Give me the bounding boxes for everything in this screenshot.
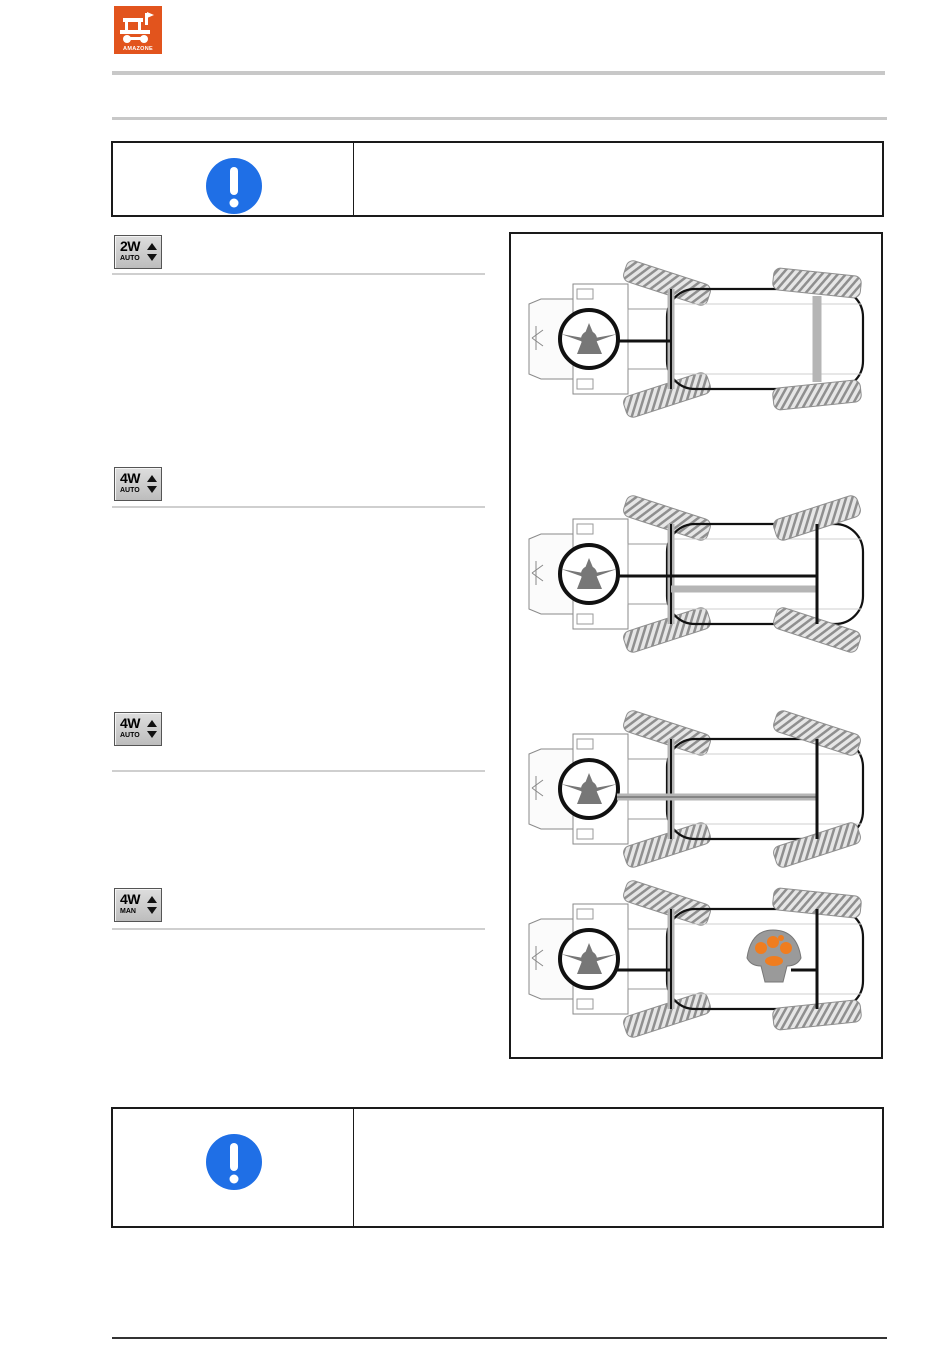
- up-down-arrows-icon: [147, 719, 157, 739]
- note-box-bottom: [111, 1107, 884, 1228]
- up-down-arrows-icon: [147, 242, 157, 262]
- footer-rule: [112, 1337, 887, 1339]
- mode-button-4w-auto[interactable]: [114, 467, 162, 501]
- mode-button-4w-man[interactable]: [114, 888, 162, 922]
- separator: [112, 928, 485, 930]
- mode-sublabel: AUTO: [120, 732, 140, 739]
- header-rule: [112, 71, 885, 75]
- note-divider: [353, 1109, 354, 1226]
- diagram-4w-man: [529, 879, 863, 1039]
- diagram-4w-auto: [529, 494, 863, 654]
- drive-mode-diagrams: [511, 234, 881, 1057]
- up-down-arrows-icon: [147, 474, 157, 494]
- separator: [112, 273, 485, 275]
- note-divider: [353, 143, 354, 215]
- mode-sublabel: AUTO: [120, 255, 140, 262]
- mode-label: 4W: [120, 715, 140, 731]
- mode-button-4w-auto-diff[interactable]: [114, 712, 162, 746]
- info-exclamation-icon: [205, 1133, 263, 1191]
- joystick-icon: [747, 930, 801, 982]
- mode-label: 4W: [120, 470, 140, 486]
- note-box-top: [111, 141, 884, 217]
- mode-sublabel: MAN: [120, 908, 136, 915]
- up-down-arrows-icon: [147, 895, 157, 915]
- mode-label: 2W: [120, 238, 140, 254]
- separator: [112, 506, 485, 508]
- mode-button-2w-auto[interactable]: [114, 235, 162, 269]
- drive-mode-figure: [509, 232, 883, 1059]
- mode-sublabel: AUTO: [120, 487, 140, 494]
- diagram-2w-auto: [529, 259, 863, 419]
- section-rule: [112, 117, 887, 120]
- mode-label: 4W: [120, 891, 140, 907]
- logo-text: AMAZONE: [123, 46, 153, 52]
- amazone-logo: [114, 6, 162, 54]
- separator: [112, 770, 485, 772]
- info-exclamation-icon: [205, 157, 263, 215]
- diagram-4w-auto-alt: [529, 709, 863, 869]
